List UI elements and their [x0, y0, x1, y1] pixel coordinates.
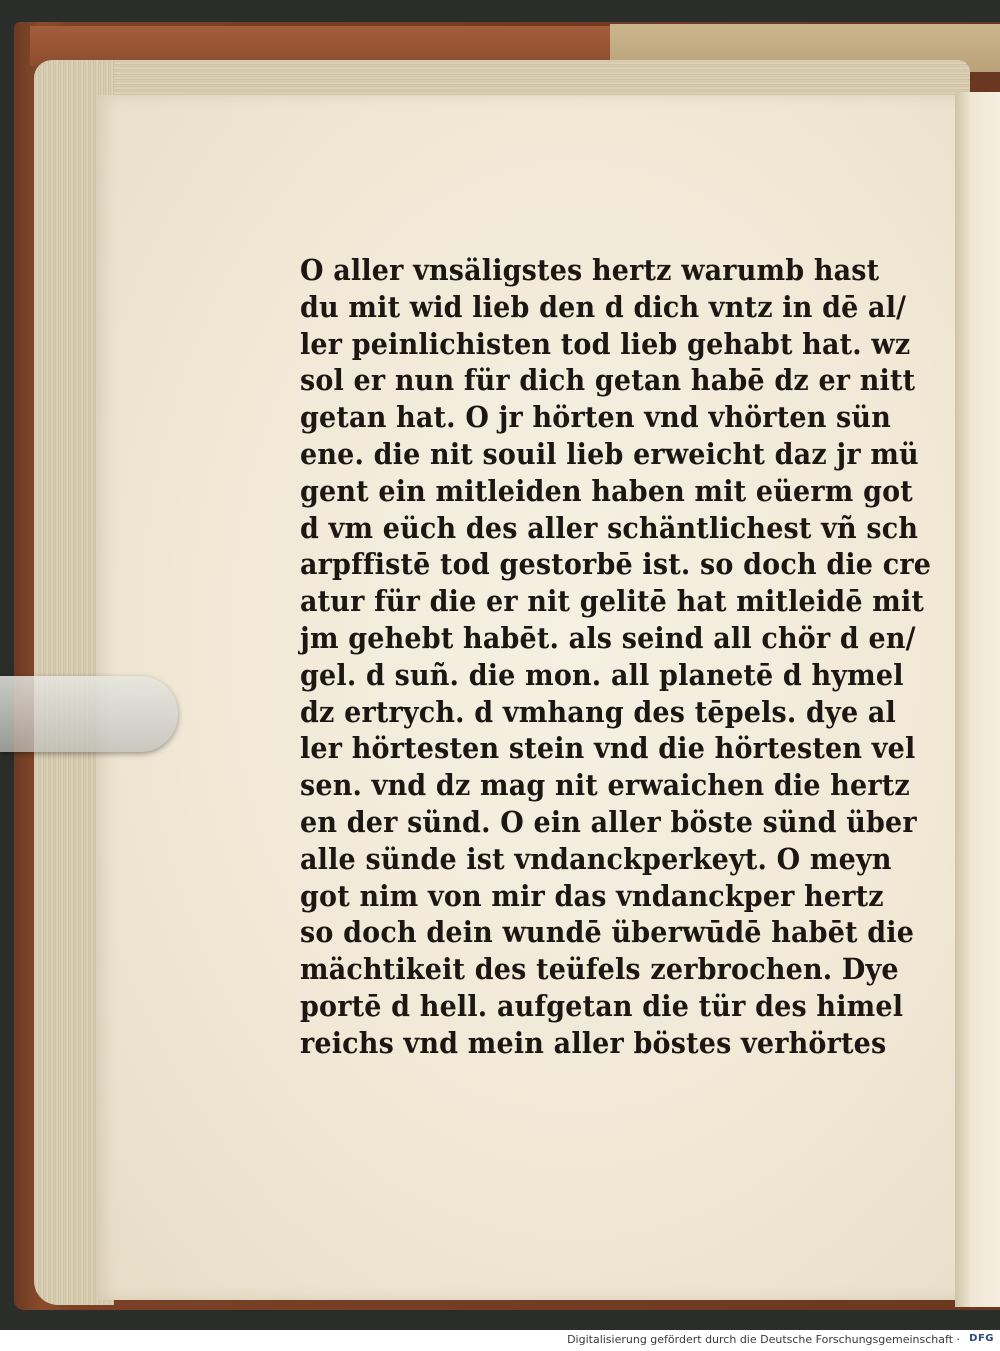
text-line: d vm eüch des aller schäntlichest vñ sch [300, 510, 919, 545]
text-line: atur für die er nit gelitē hat mitleidē mit [300, 584, 925, 619]
text-line: sol er nun für dich getan habē dz er nitt [300, 363, 916, 398]
text-line: reichs vnd mein aller böstes verhörtes [300, 1025, 887, 1060]
text-line: O aller vnsäligstes hertz warumb hast [300, 253, 880, 287]
text-line: alle sünde ist vndanckperkeyt. O meyn [300, 841, 892, 876]
text-line: jm gehebt habēt. als seind all chör d en/ [300, 620, 916, 655]
text-line: ler hörtesten stein vnd die hörtesten vel [300, 731, 916, 766]
funding-credit: Digitalisierung gefördert durch die Deutsche Forschungsgemeinschaft · [567, 1333, 960, 1346]
text-line: so doch dein wundē überwūdē habēt die [300, 915, 915, 950]
dfg-logo: DFG [969, 1333, 994, 1344]
text-line: gent ein mitleiden haben mit eüerm got [300, 473, 913, 508]
page-gutter [955, 92, 1000, 1307]
text-line: getan hat. O jr hörten vnd vhörten sün [300, 400, 892, 435]
text-line: en der sünd. O ein aller böste sünd über [300, 804, 917, 839]
text-line: sen. vnd dz mag nit erwaichen die hertz [300, 768, 910, 803]
text-line: arpffistē tod gestorbē ist. so doch die cre [300, 547, 932, 582]
text-line: portē d hell. aufgetan die tür des himel [300, 988, 904, 1023]
text-line: gel. d suñ. die mon. all planetē d hymel [300, 657, 904, 692]
text-line: dz ertrych. d vmhang des tēpels. dye al [300, 694, 896, 729]
text-line: ler peinlichisten tod lieb gehabt hat. wz [300, 326, 911, 361]
text-line: ene. die nit souil lieb erweicht daz jr mü [300, 436, 919, 471]
text-block [300, 252, 932, 1062]
text-line: du mit wid lieb den d dich vntz in dē al/ [300, 289, 907, 324]
text-line: got nim von mir das vndanckper hertz [300, 878, 884, 913]
text-line: mächtikeit des teüfels zerbrochen. Dye [300, 952, 899, 987]
footer-bar [0, 1330, 1000, 1351]
plastic-page-clip [0, 676, 178, 752]
